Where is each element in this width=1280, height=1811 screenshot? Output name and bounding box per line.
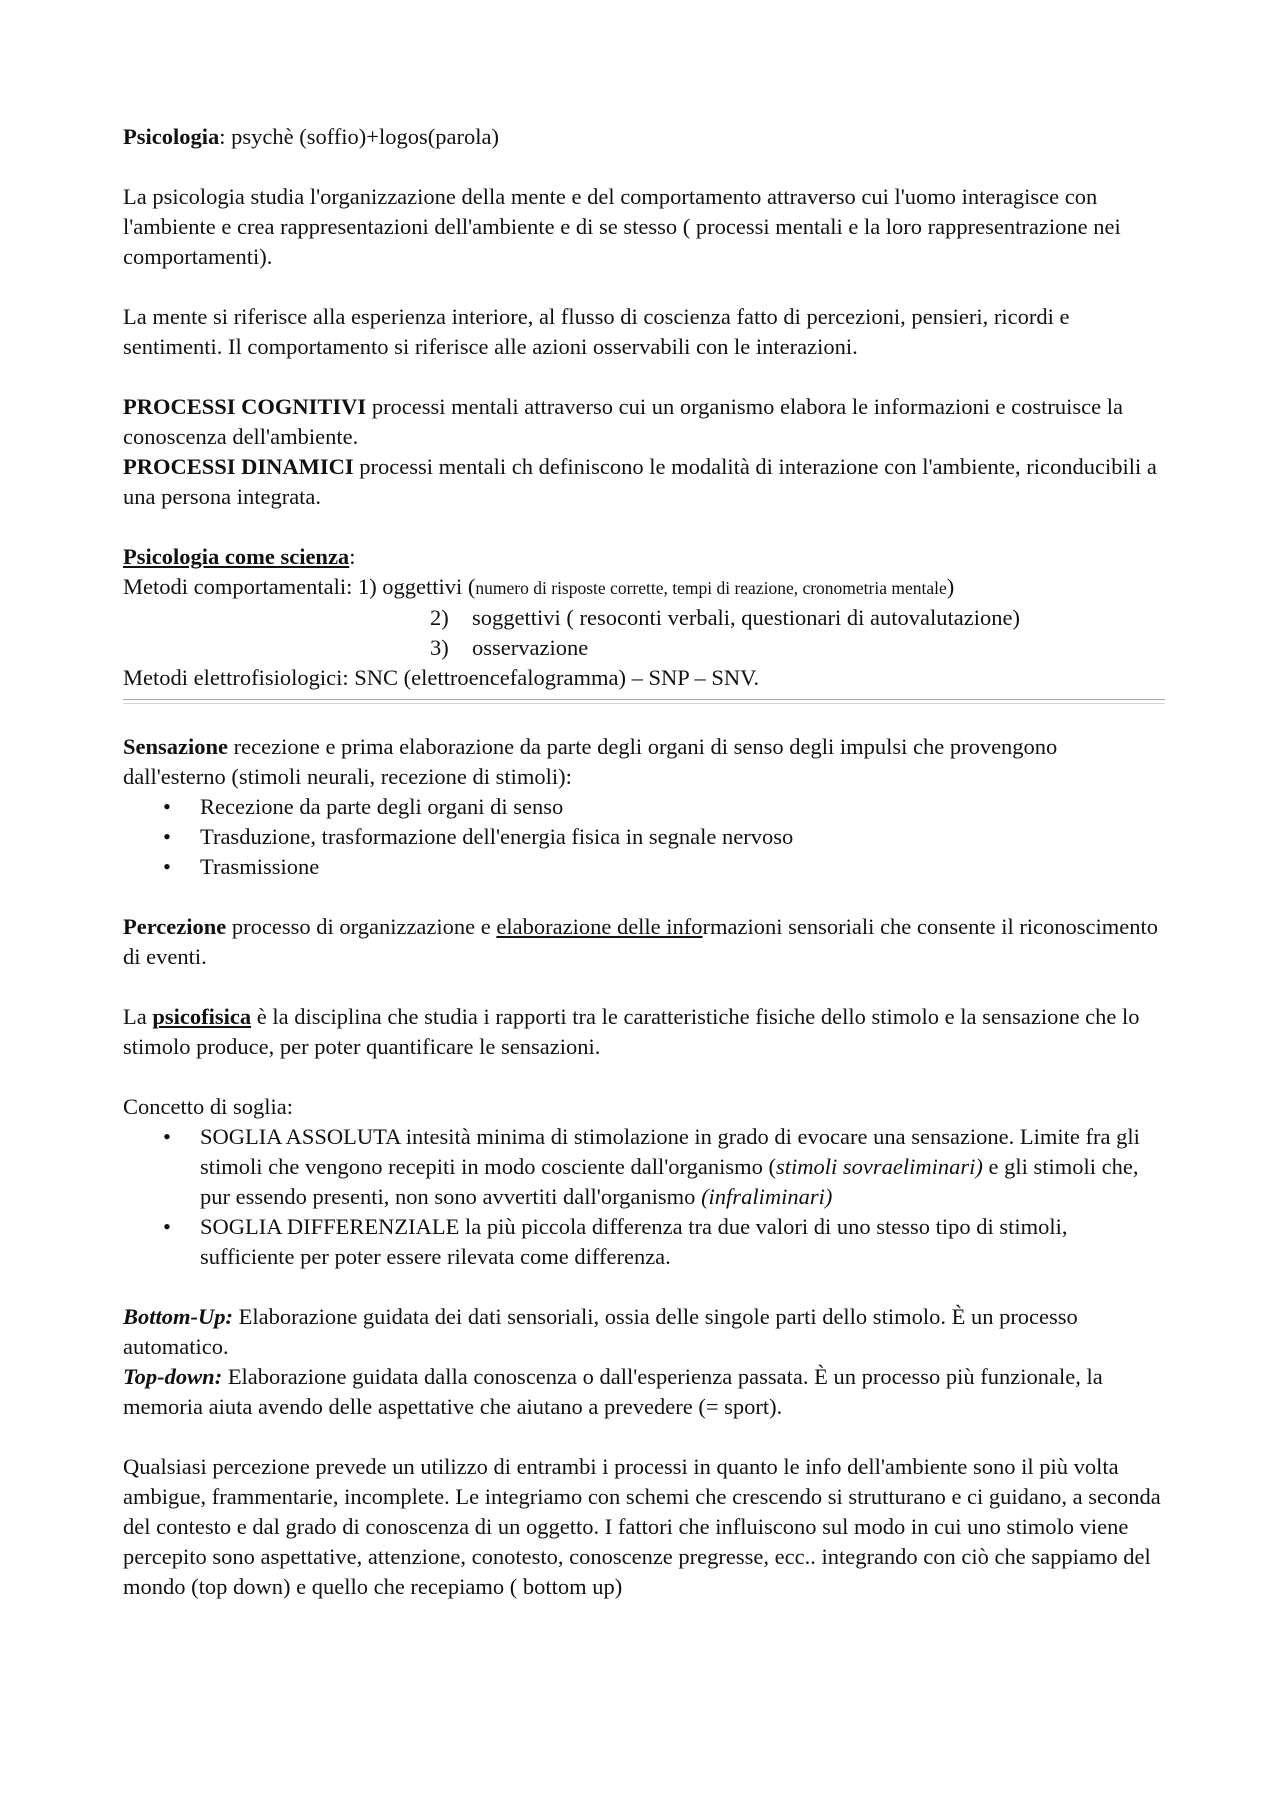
metodi-elettrofisiologici-line: Metodi elettrofisiologici: SNC (elettroencefalogramma) – SNP – SNV. [123,665,760,690]
term-processi-dinamici: PROCESSI DINAMICI [123,454,354,479]
text-top-down: Elaborazione guidata dalla conoscenza o dall'esperienza passata. È un processo più funzionale, la memoria aiuta avendo delle aspettative che aiutano a prevedere (= sport). [123,1364,1103,1419]
title-rest: : psychè (soffio)+logos(parola) [219,124,499,149]
list-item-text: Trasduzione, trasformazione dell'energia fisica in segnale nervoso [200,824,794,849]
paragraph-definition: La psicologia studia l'organizzazione della mente e del comportamento attraverso cui l'uomo interagisce con l'ambiente e crea rappresentazioni dell'ambiente e di se stesso ( processi mentali e la loro rappresentrazione nei comportamenti). [123,184,1121,269]
soglia-bullet-list [123,1122,1165,1272]
heading-scienza-text: Psicologia come scienza [123,544,350,569]
metodo-item [123,603,1165,633]
heading-psicologia-scienza [123,542,1165,572]
term-top-down: Top-down: [123,1364,223,1389]
percezione-underlined: elaborazione delle info [496,914,703,939]
paragraph-mente: La mente si riferisce alla esperienza interiore, al flusso di coscienza fatto di percezioni, pensieri, ricordi e sentimenti. Il comportamento si riferisce alle azioni osservabili con le interazioni. [123,304,1070,359]
paragraph-psicofisica [123,1002,1165,1062]
soglia-assoluta-main: SOGLIA ASSOLUTA intesità minima di stimolazione in grado di evocare una sensazione. Limite fra gli stimoli che vengono recepiti in modo cosciente dall'organismo ( [200,1124,1140,1179]
horizontal-divider [123,699,1165,704]
paragraph-final: Qualsiasi percezione prevede un utilizzo di entrambi i processi in quanto le info dell'ambiente sono il più volta ambigue, frammentarie, incomplete. Le integriamo con schemi che crescendo si strutturano e ci guidano, a seconda del contesto e dal grado di conoscenza di un oggetto. I fattori che influiscono sul modo in cui uno stimolo viene percepito sono aspettative, attenzione, conotesto, conoscenze pregresse, ecc.. integrando con ciò che sappiamo del mondo (top down) e quello che recepiamo ( bottom up) [123,1454,1161,1599]
paragraph-percezione [123,912,1165,972]
soglia-assoluta-italic-2: (infraliminari) [701,1184,833,1209]
paragraph-bottom-up [123,1302,1165,1362]
metodi-comportamentali-label: Metodi comportamentali: 1) oggettivi ( [123,574,476,599]
metodo-item-number: 2) [430,605,449,630]
text-bottom-up: Elaborazione guidata dei dati sensoriali, ossia delle singole parti dello stimolo. È un processo automatico. [123,1304,1078,1359]
term-bottom-up: Bottom-Up: [123,1304,233,1329]
soglia-assoluta-mid: e gli stimoli che, pur essendo presenti, non sono avvertiti dall'organismo [200,1154,1139,1209]
paragraph-sensazione [123,732,1165,792]
metodi-comportamentali-line [123,572,1165,603]
bullet-icon: • [163,1214,171,1239]
paragraph-processi-dinamici [123,452,1165,512]
list-item [163,792,1165,822]
text-processi-dinamici: processi mentali ch definiscono le modalità di interazione con l'ambiente, riconducibili a una persona integrata. [123,454,1157,509]
soglia-assoluta-italic-1: stimoli sovraeliminari) [776,1154,983,1179]
metodo-item [123,633,1165,663]
percezione-text-pre: processo di organizzazione e [226,914,497,939]
title-term: Psicologia [123,124,220,149]
bullet-icon: • [163,1124,171,1149]
metodi-oggettivi-close: ) [946,574,955,599]
term-percezione: Percezione [123,914,227,939]
metodo-item-text: osservazione [472,635,589,660]
percezione-text-post: rmazioni sensoriali che consente il riconoscimento di eventi. [123,914,1159,969]
list-item [163,1122,1165,1212]
bullet-icon: • [163,854,171,879]
text-processi-cognitivi: processi mentali attraverso cui un organismo elabora le informazioni e costruisce la conoscenza dell'ambiente. [123,394,1124,449]
term-processi-cognitivi: PROCESSI COGNITIVI [123,394,367,419]
soglia-assoluta-text [200,1122,1165,1212]
text-sensazione: recezione e prima elaborazione da parte degli organi di senso degli impulsi che provengono dall'esterno (stimoli neurali, recezione di stimoli): [123,734,1058,789]
soglia-intro: Concetto di soglia: [123,1094,293,1119]
metodo-item-number: 3) [430,635,449,660]
term-psicofisica: psicofisica [152,1004,252,1029]
list-item [163,852,1165,882]
bullet-icon: • [163,824,171,849]
list-item [163,822,1165,852]
list-item [163,1212,1165,1272]
psicofisica-post: è la disciplina che studia i rapporti tra le caratteristiche fisiche dello stimolo e la sensazione che lo stimolo produce, per poter quantificare le sensazioni. [123,1004,1140,1059]
sensazione-bullet-list [123,792,1165,882]
soglia-differenziale-text: SOGLIA DIFFERENZIALE la più piccola differenza tra due valori di uno stesso tipo di stimoli, sufficiente per poter essere rilevata come differenza. [200,1214,1068,1269]
term-sensazione: Sensazione [123,734,229,759]
paragraph-top-down [123,1362,1165,1422]
paragraph-processi-cognitivi [123,392,1165,452]
list-item-text: Trasmissione [200,854,320,879]
metodo-item-text: soggettivi ( resoconti verbali, questionari di autovalutazione) [472,605,1020,630]
title-line [123,122,1165,152]
bullet-icon: • [163,794,171,819]
list-item-text: Recezione da parte degli organi di senso [200,794,564,819]
heading-scienza-colon: : [349,544,356,569]
metodi-oggettivi-detail: numero di risposte corrette, tempi di reazione, cronometria mentale [475,578,947,598]
psicofisica-pre: La [123,1004,153,1029]
